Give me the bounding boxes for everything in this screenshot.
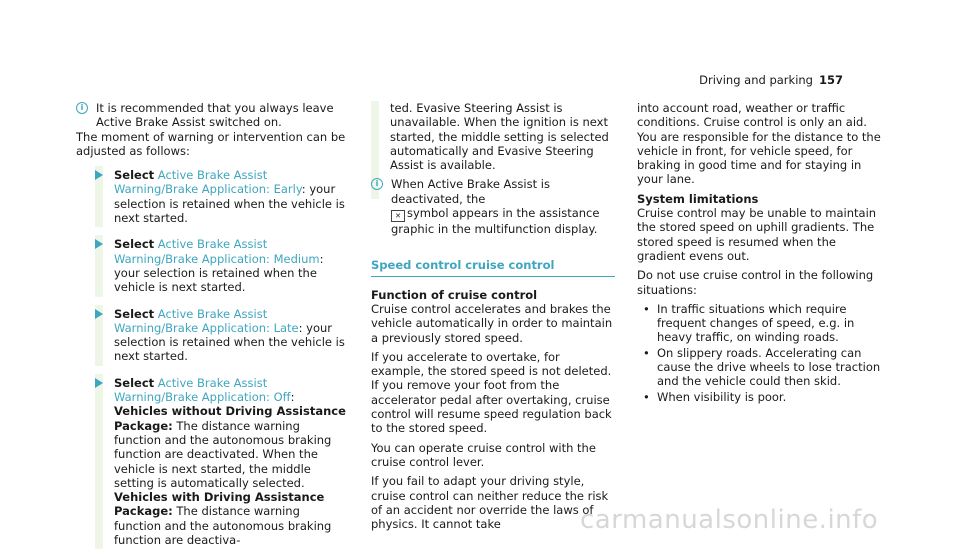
- watermark: carmanualsonline.info: [580, 504, 879, 535]
- paragraph-cont: into account road, weather or traffic conditions. Cruise control is only an aid. You are responsible for the distance to the vehicle in front, for vehicle speed, for braking in good time and for staying in your lane.: [637, 101, 881, 187]
- function-heading: Function of cruise control: [371, 287, 538, 302]
- arrow-right-icon: [95, 239, 103, 249]
- step-medium: Select Active Brake Assist Warning/Brake Application: Medium: your selection is retained when the vehicle is next started.: [76, 235, 346, 296]
- list-item: • On slippery roads. Accelerating can cause the drive wheels to lose traction and the vehicle could then skid.: [643, 345, 881, 389]
- list-item: • In traffic situations which require frequent changes of speed, e.g. in heavy traffic, on winding roads.: [643, 301, 855, 345]
- list-item: • When visibility is poor.: [643, 389, 787, 404]
- note-deactivated: i When Active Brake Assist is deactivated, the ✕ symbol appears in the assistance graphic in the multifunction display.: [371, 177, 615, 236]
- paragraph-3: You can operate cruise control with the cruise control lever.: [371, 440, 596, 469]
- page-number: 157: [818, 73, 843, 87]
- without-package-heading: Vehicles without Driving Assistance Package:: [114, 404, 346, 433]
- with-package-heading: Vehicles with Driving Assistance Package:: [114, 490, 325, 519]
- without-package-text: The distance warning function and the autonomous braking function are deactivated. When the vehicle is next started, the middle setting is automatically selected.: [114, 418, 332, 490]
- with-package-text: The distance warning function and the autonomous braking function are deactiva-: [114, 504, 332, 548]
- paragraph-do-not-use: Do not use cruise control in the following situations:: [637, 268, 874, 297]
- menu-link-off[interactable]: Active Brake Assist Warning/Brake Application: Off: [114, 375, 291, 405]
- step-late: Select Active Brake Assist Warning/Brake Application: Late: your selection is retained when the vehicle is next started.: [76, 305, 346, 366]
- menu-link-early[interactable]: Active Brake Assist Warning/Brake Application: Early: [114, 168, 302, 197]
- info-icon: i: [76, 102, 88, 114]
- page-header: [699, 73, 843, 87]
- paragraph-2: If you accelerate to overtake, for example, the stored speed is not deleted. If you remove your foot from the accelerator pedal after overtaking, cruise control will resume speed regulation back to the stored speed.: [371, 349, 612, 436]
- menu-link-medium[interactable]: Active Brake Assist Warning/Brake Application: Medium: [114, 237, 320, 266]
- system-limitations-heading: System limitations: [637, 191, 759, 206]
- brake-assist-off-symbol: ✕: [391, 210, 405, 222]
- arrow-right-icon: [95, 309, 103, 319]
- note-recommend: i It is recommended that you always leave Active Brake Assist switched on.: [76, 101, 346, 130]
- column-2: [371, 101, 615, 536]
- paragraph-1: Cruise control accelerates and brakes the vehicle automatically in order to maintain a previously stored speed.: [371, 301, 613, 345]
- paragraph-4: If you fail to adapt your driving style, cruise control can neither reduce the risk of an accident nor override the laws of physics. It cannot take: [371, 474, 609, 532]
- section-heading: Speed control cruise control: [371, 258, 615, 276]
- arrow-right-icon: [95, 170, 103, 180]
- column-3: [637, 101, 887, 405]
- intro-text: The moment of warning or intervention can be adjusted as follows:: [76, 129, 346, 158]
- paragraph-gradients: Cruise control may be unable to maintain the stored speed on uphill gradients. The stored speed is resumed when the gradient evens out.: [637, 206, 877, 263]
- continued-text: ted. Evasive Steering Assist is unavailable. When the ignition is next started, the middle setting is selected automatically and Evasive Steering Assist is available.: [390, 101, 609, 173]
- column-1: [76, 101, 346, 557]
- menu-link-late[interactable]: Active Brake Assist Warning/Brake Application: Late: [114, 306, 299, 335]
- step-early: Select Active Brake Assist Warning/Brake Application: Early: your selection is retained when the vehicle is next started.: [76, 166, 346, 227]
- steps-list: [76, 166, 346, 549]
- arrow-right-icon: [95, 378, 103, 388]
- info-icon: i: [371, 178, 383, 190]
- situations-list: [637, 302, 887, 404]
- section-title-header: Driving and parking: [699, 73, 813, 87]
- step-off: Select Active Brake Assist Warning/Brake Application: Off: Vehicles without Driving Assistance Package: The distance warning function and the autonomous braking function are deactivated. When the vehicle is next started, the middle setting is automatically selected. Vehicles with Driving Assistance Package: The distance warning function and the autonomous braking function are deactiva-: [76, 374, 346, 550]
